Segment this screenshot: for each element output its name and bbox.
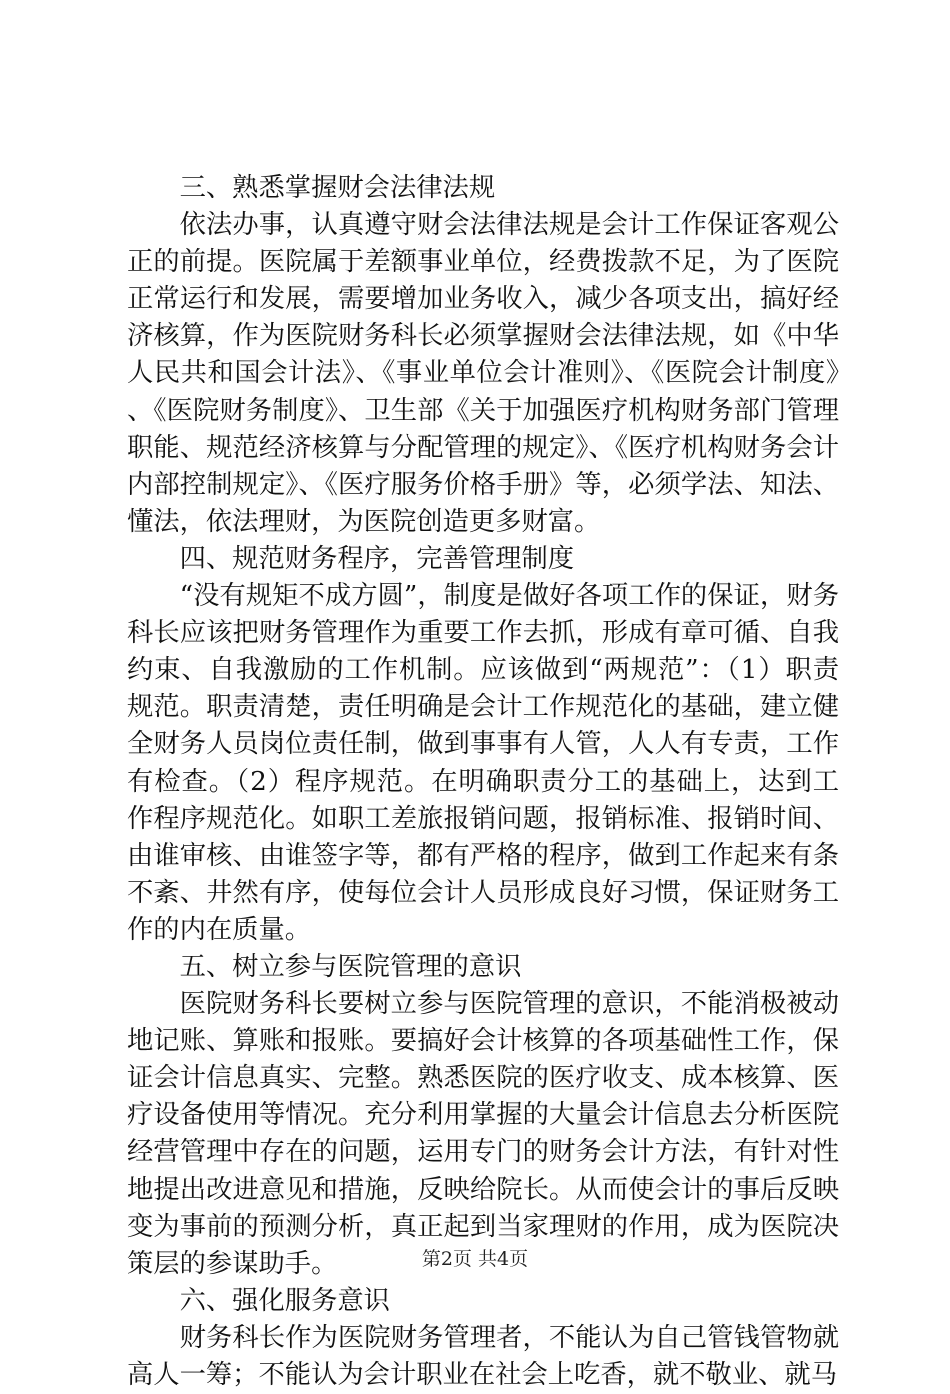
section-heading-3: 三、熟悉掌握财会法律法规 [179, 173, 496, 203]
section-heading-4: 四、规范财务程序，完善管理制度 [179, 543, 575, 574]
paragraph: 财务科长作为医院财务管理者，不能认为自己管钱管物就高人一筹；不能认为会计职业在社会上吃香，就不敬业、就马 [127, 1322, 839, 1390]
page-number-footer: 第2页 共4页 [421, 1248, 529, 1270]
paragraph: 依法办事，认真遵守财会法律法规是会计工作保证客观公正的前提。医院属于差额事业单位，经费拨款不足，为了医院正常运行和发展，需要增加业务收入，减少各项支出，搞好经济核算，作为医院财务科长必须掌握财会法律法规，如《中华人民共和国会计法》、《事业单位会计准则》、《医院会计制度》、《医院财务制度》、卫生部《关于加强医疗机构财务部门管理职能、规范经济核算与分配管理的规定》、《医疗机构财务会计内部控制规定》、《医疗服务价格手册》等，必须学法、知法、懂法，依法理财，为医院创造更多财富。 [127, 210, 839, 537]
paragraph: “没有规矩不成方圆”，制度是做好各项工作的保证，财务科长应该把财务管理作为重要工作去抓，形成有章可循、自我约束、自我激励的工作机制。应该做到“两规范”：（1）职责规范。职责清楚，责任明确是会计工作规范化的基础，建立健全财务人员岗位责任制，做到事事有人管，人人有专责，工作有检查。（2）程序规范。在明确职责分工的基础上，达到工作程序规范化。如职工差旅报销问题，报销标准、报销时间、由谁审核、由谁签字等，都有严格的程序，做到工作起来有条不紊、井然有序，使每位会计人员形成良好习惯，保证财务工作的内在质量。 [127, 581, 839, 945]
document-body [127, 170, 839, 1394]
paragraph: 医院财务科长要树立参与医院管理的意识，不能消极被动地记账、算账和报账。要搞好会计核算的各项基础性工作，保证会计信息真实、完整。熟悉医院的医疗收支、成本核算、医疗设备使用等情况。充分利用掌握的大量会计信息去分析医院经营管理中存在的问题，运用专门的财务会计方法，有针对性地提出改进意见和措施，反映给院长。从而使会计的事后反映变为事前的预测分析，真正起到当家理财的作用，成为医院决策层的参谋助手。 [127, 989, 839, 1279]
section-heading-5: 五、树立参与医院管理的意识 [179, 951, 522, 982]
section-heading-6: 六、强化服务意识 [179, 1285, 390, 1316]
